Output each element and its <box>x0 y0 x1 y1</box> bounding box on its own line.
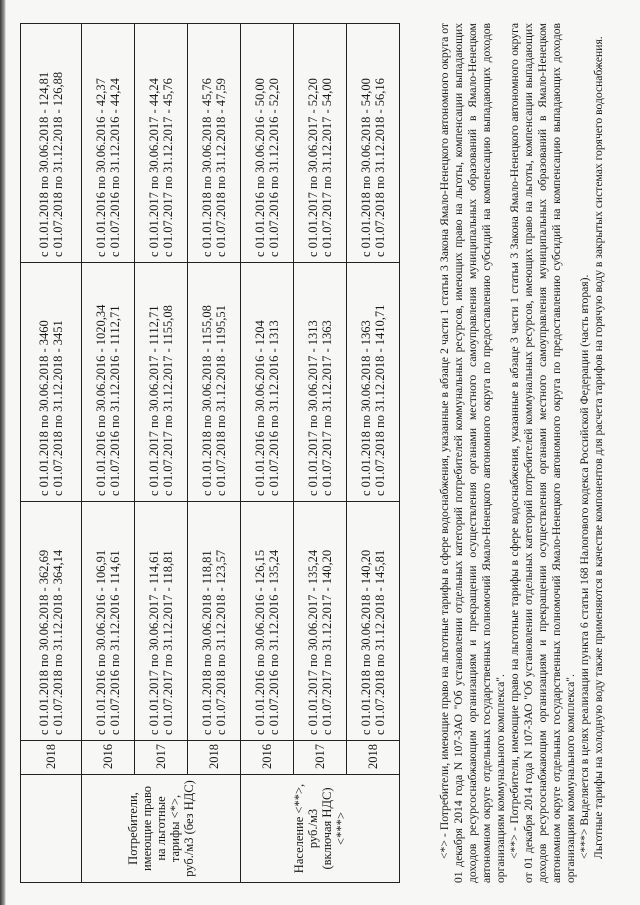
footnote-population: <**> - Потребители, имеющие право на льготные тарифы в сфере водоснабжения, указанные в абзаце 3 части 1 статьи 3 Закона Ямало-Ненецкого автономного округа от 01 декабря 2014 года N 107-ЗАО "Об установлении отдельных категорий потребителей коммунальных ресурсов, имеющих право на льготы, компенсации выпадающих доходов ресурсоснабжающим организациям и прекращении осуществления органами местного самоуправления муниципальных образований в Ямало-Ненецком автономном округе отдельных государственных полномочий Ямало-Ненецкого автономного округа по предоставлению субсидий на компенсацию выпадающих доходов организациям коммунального комплекса". <box>508 22 577 883</box>
category-line: руб./м3 (без НДС) <box>182 779 196 877</box>
value-cell <box>21 501 82 740</box>
value-line: с 01.01.2016 по 30.06.2016 - 1020,34 <box>94 304 108 496</box>
category-line: на льготные <box>154 795 168 861</box>
value-line: с 01.07.2018 по 31.12.2018 - 364,14 <box>51 549 65 735</box>
value-cell <box>347 23 400 262</box>
value-line: с 01.01.2018 по 30.06.2018 - 1363 <box>359 319 373 496</box>
value-cell <box>188 23 241 262</box>
year-cell: 2016 <box>82 740 135 774</box>
table-row <box>294 23 347 882</box>
value-cell <box>135 501 188 740</box>
value-cell <box>241 23 294 262</box>
value-cell <box>294 262 347 501</box>
value-line: с 01.01.2017 по 30.06.2017 - 1313 <box>306 319 320 496</box>
value-line: с 01.01.2017 по 30.06.2017 - 1112,71 <box>147 305 161 496</box>
value-line: с 01.01.2018 по 30.06.2018 - 54,00 <box>359 77 373 257</box>
value-cell <box>347 501 400 740</box>
footnotes <box>438 23 606 883</box>
value-line: с 01.07.2017 по 31.12.2017 - 45,76 <box>161 77 175 257</box>
year-cell: 2017 <box>294 740 347 774</box>
value-line: с 01.07.2016 по 31.12.2016 - 44,24 <box>108 77 122 257</box>
value-line: с 01.01.2016 по 30.06.2016 - 126,15 <box>253 549 267 735</box>
value-line: с 01.01.2018 по 30.06.2018 - 45,76 <box>200 77 214 257</box>
tariff-table <box>20 23 400 883</box>
year-cell: 2018 <box>347 740 400 774</box>
value-cell <box>135 23 188 262</box>
value-line: с 01.01.2017 по 30.06.2017 - 135,24 <box>306 549 320 735</box>
value-line: с 01.01.2017 по 30.06.2017 - 44,24 <box>147 77 161 257</box>
value-line: с 01.07.2018 по 31.12.2018 - 47,59 <box>214 77 228 257</box>
rotated-content <box>20 23 620 883</box>
value-cell <box>82 501 135 740</box>
value-cell <box>188 262 241 501</box>
value-line: с 01.07.2018 по 31.12.2018 - 1195,51 <box>214 304 228 496</box>
value-cell <box>294 23 347 262</box>
category-line: Население <**>, <box>292 783 306 873</box>
value-line: с 01.01.2018 по 30.06.2018 - 362,69 <box>37 549 51 735</box>
value-line: с 01.01.2016 по 30.06.2016 - 106,91 <box>94 549 108 735</box>
value-line: с 01.07.2017 по 31.12.2017 - 1363 <box>320 319 334 496</box>
category-line: руб./м3 <box>306 808 320 848</box>
value-line: с 01.07.2017 по 31.12.2017 - 118,81 <box>161 549 175 735</box>
table-row <box>21 23 82 882</box>
value-cell <box>347 262 400 501</box>
value-cell <box>294 501 347 740</box>
value-cell <box>82 262 135 501</box>
value-cell <box>188 501 241 740</box>
value-line: с 01.07.2016 по 31.12.2016 - 114,61 <box>108 549 122 735</box>
value-line: с 01.01.2016 по 30.06.2016 - 50,00 <box>253 77 267 257</box>
value-line: с 01.07.2018 по 31.12.2018 - 123,57 <box>214 549 228 735</box>
value-line: с 01.01.2017 по 30.06.2017 - 114,61 <box>147 549 161 735</box>
footnote-vat: <***> Выделяется в целях реализации пункта 6 статьи 168 Налогового кодекса Российской Федерации (часть вторая). <box>578 274 591 859</box>
value-cell <box>21 23 82 262</box>
value-line: с 01.07.2016 по 31.12.2016 - 52,20 <box>267 77 281 257</box>
value-line: с 01.01.2018 по 30.06.2018 - 140,20 <box>359 549 373 735</box>
value-line: с 01.01.2016 по 30.06.2016 - 42,37 <box>94 77 108 257</box>
value-line: с 01.07.2016 по 31.12.2016 - 1313 <box>267 319 281 496</box>
table-row <box>347 23 400 882</box>
year-cell: 2016 <box>241 740 294 774</box>
value-line: с 01.07.2018 по 31.12.2018 - 56,16 <box>373 77 387 257</box>
value-line: с 01.07.2017 по 31.12.2017 - 54,00 <box>320 77 334 257</box>
value-line: с 01.01.2018 по 30.06.2018 - 118,81 <box>200 549 214 735</box>
value-line: с 01.07.2018 по 31.12.2018 - 3451 <box>51 319 65 496</box>
footnote-hot-water: Льготные тарифы на холодную воду также применяются в качестве компонентов для расчета тарифов на горячую воду в закрытых системах горячего водоснабжения. <box>592 35 605 859</box>
category-line: тарифы <*>, <box>168 794 182 862</box>
value-line: с 01.07.2018 по 31.12.2018 - 126,88 <box>51 71 65 257</box>
table-row <box>82 23 135 882</box>
value-line: с 01.07.2016 по 31.12.2016 - 1112,71 <box>108 305 122 496</box>
footnote-privileged: <*> - Потребители, имеющие право на льготные тарифы в сфере водоснабжения, указанные в абзаце 2 части 1 статьи 3 Закона Ямало-Ненецкого автономного округа от 01 декабря 2014 года N 107-ЗАО "Об установлении отдельных категорий потребителей коммунальных ресурсов, имеющих право на льготы, компенсации выпадающих доходов ресурсоснабжающим организациям и прекращении осуществления органами местного самоуправления муниципальных образований в Ямало-Ненецком автономном округе отдельных государственных полномочий Ямало-Ненецкого автономного округа по предоставлению субсидий на компенсацию выпадающих доходов организациям коммунального комплекса". <box>438 22 507 883</box>
category-line: Потребители, <box>126 791 140 865</box>
value-line: с 01.07.2017 по 31.12.2017 - 1155,08 <box>161 304 175 496</box>
value-cell <box>21 262 82 501</box>
value-line: с 01.01.2018 по 30.06.2018 - 124,81 <box>37 71 51 257</box>
value-cell <box>241 262 294 501</box>
value-cell <box>135 262 188 501</box>
table-row <box>241 23 294 882</box>
value-line: с 01.01.2017 по 30.06.2017 - 52,20 <box>306 77 320 257</box>
value-line: с 01.01.2018 по 30.06.2018 - 3460 <box>37 319 51 496</box>
value-cell <box>82 23 135 262</box>
value-line: с 01.01.2018 по 30.06.2018 - 1155,08 <box>200 304 214 496</box>
value-line: с 01.07.2017 по 31.12.2017 - 140,20 <box>320 549 334 735</box>
category-cell-population <box>241 774 400 882</box>
year-cell: 2018 <box>21 740 82 774</box>
value-cell <box>241 501 294 740</box>
value-line: с 01.07.2016 по 31.12.2016 - 135,24 <box>267 549 281 735</box>
category-cell-privileged <box>82 774 241 882</box>
value-line: с 01.07.2018 по 31.12.2018 - 145,81 <box>373 549 387 735</box>
scan-edge-shadow <box>0 0 6 905</box>
table-row <box>188 23 241 882</box>
year-cell: 2017 <box>135 740 188 774</box>
category-line: имеющие право <box>140 785 154 871</box>
category-line: <***> <box>334 811 348 845</box>
value-line: с 01.01.2016 по 30.06.2016 - 1204 <box>253 319 267 496</box>
value-line: с 01.07.2018 по 31.12.2018 - 1410,71 <box>373 304 387 496</box>
category-line: (включая НДС) <box>320 787 334 870</box>
year-cell: 2018 <box>188 740 241 774</box>
table-row <box>135 23 188 882</box>
category-cell-empty <box>21 774 82 882</box>
